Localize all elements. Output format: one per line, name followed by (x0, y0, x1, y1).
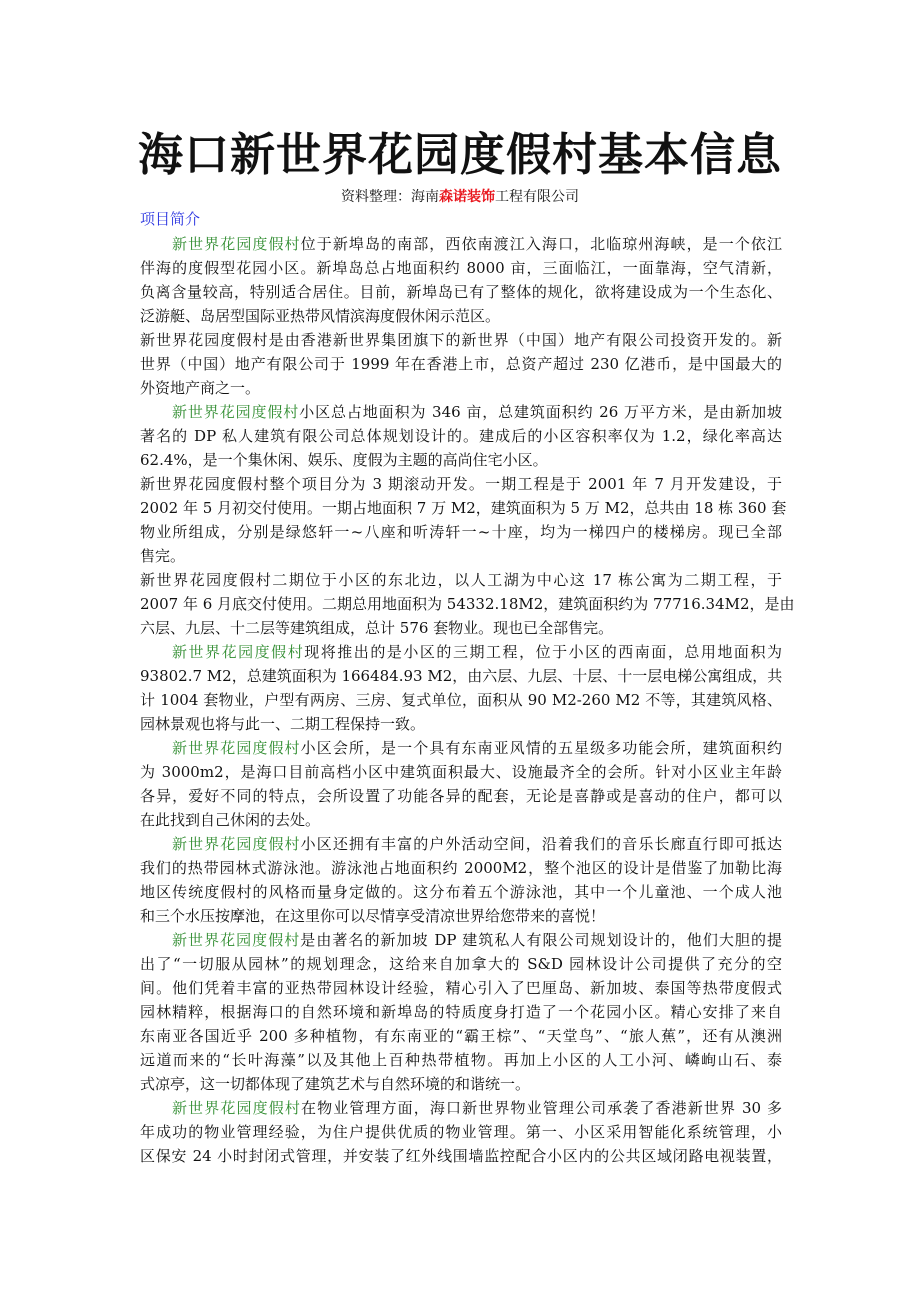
paragraph (140, 568, 795, 640)
line-text: 93802.7 M2，总建筑面积为 166484.93 M2，由六层、九层、十层、十一层电梯公寓组成，共 (140, 667, 783, 685)
line-text: 伴海的度假型花园小区。新埠岛总占地面积约 8000 亩，三面临江，一面靠海，空气清新， (140, 259, 782, 277)
text-line (140, 784, 782, 808)
text-line (140, 832, 782, 856)
line-text: 小区总占地面积为 346 亩，总建筑面积约 26 万平方米，是由新加坡 (299, 403, 782, 421)
paragraph (140, 928, 782, 1096)
subtitle-prefix: 资料整理：海南 (341, 189, 439, 205)
text-line (140, 376, 782, 400)
line-text: 小区会所，是一个具有东南亚风情的五星级多功能会所，建筑面积约 (300, 739, 782, 757)
text-line (140, 1000, 782, 1024)
subtitle-suffix: 工程有限公司 (495, 189, 579, 205)
line-text: 区保安 24 小时封闭式管理，并安装了红外线围墙监控配合小区内的公共区域闭路电视装置， (140, 1147, 782, 1165)
text-line (140, 400, 782, 424)
line-text: 地区传统度假村的风格而量身定做的。这分布着五个游泳池，其中一个儿童池、一个成人池 (140, 883, 782, 901)
text-line (140, 904, 782, 928)
line-text: 新世界花园度假村整个项目分为 3 期滚动开发。一期工程是于 2001 年 7 月开发建设，于 (140, 475, 782, 493)
project-name-link: 新世界花园度假村 (172, 931, 301, 949)
paragraph (140, 736, 782, 832)
paragraph (140, 640, 782, 736)
text-line (140, 688, 782, 712)
line-text: 年成功的物业管理经验，为住户提供优质的物业管理。第一、小区采用智能化系统管理，小 (140, 1123, 782, 1141)
text-line (140, 448, 782, 472)
text-line (140, 712, 782, 736)
text-line (140, 616, 782, 640)
company-highlight: 森诺装饰 (439, 189, 495, 205)
text-line (140, 592, 795, 616)
line-text: 计 1004 套物业，户型有两房、三房、复式单位，面积从 90 M2-260 M2 不等，其建筑风格、 (140, 691, 782, 709)
line-text: 新世界花园度假村是由香港新世界集团旗下的新世界（中国）地产有限公司投资开发的。新 (140, 331, 782, 349)
paragraph (140, 232, 782, 328)
line-text: 各异，爱好不同的特点，会所设置了功能各异的配套，无论是喜静或是喜动的住户，都可以 (140, 787, 782, 805)
text-line (140, 304, 782, 328)
text-line (140, 424, 782, 448)
project-name-link: 新世界花园度假村 (172, 1099, 301, 1117)
line-text: 泛游艇、岛居型国际亚热带风情滨海度假休闲示范区。 (140, 307, 501, 325)
section-heading: 项目简介 (140, 210, 201, 228)
line-text: 新世界花园度假村二期位于小区的东北边，以人工湖为中心这 17 栋公寓为二期工程，于 (140, 571, 782, 589)
text-line (140, 880, 782, 904)
text-line (140, 808, 782, 832)
line-text: 和三个水压按摩池，在这里你可以尽情享受清凉世界给您带来的喜悦！ (140, 907, 606, 925)
line-text: 东南亚各国近乎 200 多种植物，有东南亚的“霸王棕”、“天堂鸟”、“旅人蕉”，还有从澳洲 (140, 1027, 782, 1045)
line-text: 远道而来的“长叶海藻”以及其他上百种热带植物。再加上小区的人工小河、嶙峋山石、泰 (140, 1051, 782, 1069)
text-line (140, 1120, 782, 1144)
line-text: 园林精粹，根据海口的自然环境和新埠岛的特质度身打造了一个花园小区。精心安排了来自 (140, 1003, 782, 1021)
project-name-link: 新世界花园度假村 (172, 739, 301, 757)
paragraph (140, 328, 782, 400)
text-line (140, 472, 782, 496)
line-text: 式凉亭，这一切都体现了建筑艺术与自然环境的和谐统一。 (140, 1075, 531, 1093)
line-text: 出了“一切服从园林”的规划理念，这给来自加拿大的 S&D 园林设计公司提供了充分的空 (140, 955, 782, 973)
text-line (140, 280, 782, 304)
line-text: 外资地产商之一。 (140, 379, 261, 397)
text-line (140, 352, 782, 376)
line-text: 著名的 DP 私人建筑有限公司总体规划设计的。建成后的小区容积率仅为 1.2，绿化率高达 (140, 427, 782, 445)
line-text: 62.4%，是一个集休闲、娱乐、度假为主题的高尚住宅小区。 (140, 451, 548, 469)
line-text: 2007 年 6 月底交付使用。二期总用地面积为 54332.18M2，建筑面积约为 77716.34M2，是由 (140, 595, 795, 613)
line-text: 现将推出的是小区的三期工程，位于小区的西南面，总用地面积为 (304, 643, 782, 661)
line-text: 小区还拥有丰富的户外活动空间，沿着我们的音乐长廊直行即可抵达 (300, 835, 782, 853)
document-body (140, 232, 795, 1168)
line-text: 售完。 (140, 547, 186, 565)
text-line (140, 928, 782, 952)
line-text: 为 3000m2，是海口目前高档小区中建筑面积最大、设施最齐全的会所。针对小区业主年龄 (140, 763, 782, 781)
project-name-link: 新世界花园度假村 (172, 643, 305, 661)
paragraph (140, 832, 782, 928)
project-name-link: 新世界花园度假村 (172, 403, 300, 421)
text-line (140, 664, 782, 688)
line-text: 2002 年 5 月初交付使用。一期占地面积 7 万 M2，建筑面积为 5 万 M2，总共由 18 栋 360 套 (140, 499, 787, 517)
document-title: 海口新世界花园度假村基本信息 (137, 128, 782, 181)
text-line (140, 256, 782, 280)
text-line (140, 328, 782, 352)
text-line (140, 1072, 782, 1096)
text-line (140, 1144, 782, 1168)
text-line (140, 640, 782, 664)
project-name-link: 新世界花园度假村 (172, 835, 301, 853)
line-text: 在此找到自己休闲的去处。 (140, 811, 321, 829)
text-line (140, 736, 782, 760)
text-line (140, 232, 782, 256)
line-text: 园林景观也将与此一、二期工程保持一致。 (140, 715, 426, 733)
line-text: 六层、九层、十二层等建筑组成，总计 576 套物业。现也已全部售完。 (140, 619, 614, 637)
line-text: 我们的热带园林式游泳池。游泳池占地面积约 2000M2，整个池区的设计是借鉴了加勒比海 (140, 859, 782, 877)
document-subtitle (0, 186, 920, 206)
text-line (140, 496, 787, 520)
text-line (140, 952, 782, 976)
text-line (140, 568, 782, 592)
text-line (140, 1024, 782, 1048)
text-line (140, 1048, 782, 1072)
line-text: 物业所组成，分别是绿悠轩一~八座和听涛轩一~十座，均为一梯四户的楼梯房。现已全部 (140, 523, 782, 541)
text-line (140, 544, 782, 568)
text-line (140, 976, 782, 1000)
paragraph (140, 472, 787, 568)
text-line (140, 760, 782, 784)
line-text: 世界（中国）地产有限公司于 1999 年在香港上市，总资产超过 230 亿港币，是中国最大的 (140, 355, 782, 373)
paragraph (140, 1096, 782, 1168)
line-text: 在物业管理方面，海口新世界物业管理公司承袭了香港新世界 30 多 (300, 1099, 782, 1117)
line-text: 是由著名的新加坡 DP 建筑私人有限公司规划设计的，他们大胆的提 (300, 931, 782, 949)
text-line (140, 856, 782, 880)
text-line (140, 520, 782, 544)
line-text: 间。他们凭着丰富的亚热带园林设计经验，精心引入了巴厘岛、新加坡、泰国等热带度假式 (140, 979, 782, 997)
text-line (140, 1096, 782, 1120)
line-text: 位于新埠岛的南部，西依南渡江入海口，北临琼州海峡，是一个依江 (300, 235, 782, 253)
paragraph (140, 400, 782, 472)
line-text: 负离含量较高，特别适合居住。目前，新埠岛已有了整体的规化，欲将建设成为一个生态化、 (140, 283, 782, 301)
project-name-link: 新世界花园度假村 (172, 235, 301, 253)
